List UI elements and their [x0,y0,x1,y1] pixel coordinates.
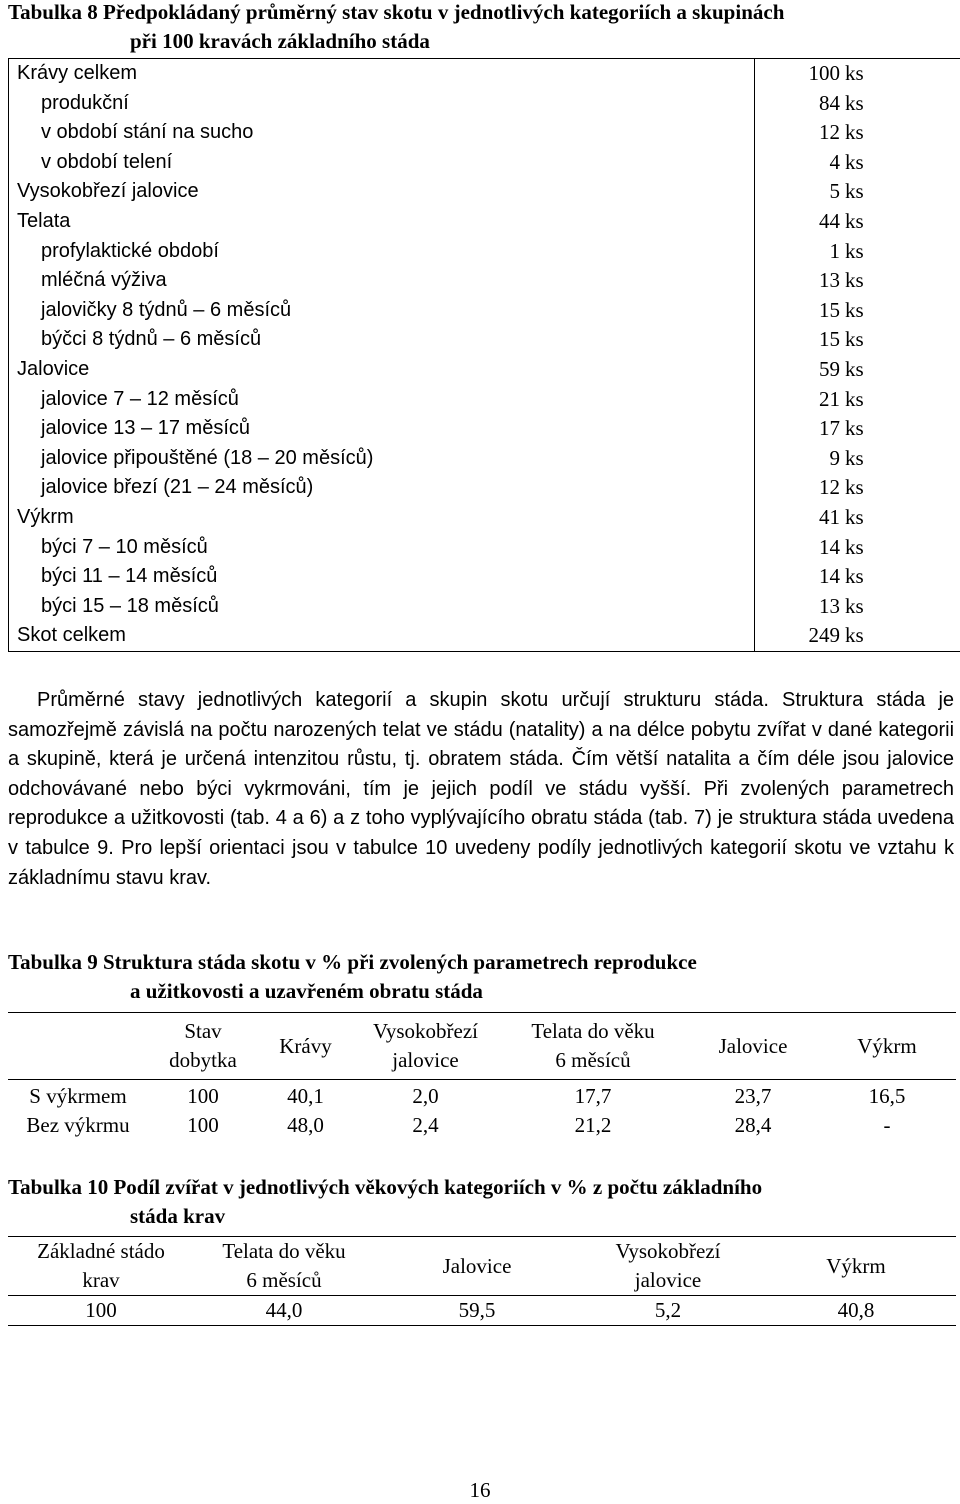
table9-header-line1: Krávy [279,1033,332,1058]
table10-header-line2: krav [82,1268,120,1292]
table9-header-line1: Vysokobřezí [373,1019,478,1043]
table8-value-unit: ks [845,61,864,85]
table10-cell: 44,0 [265,1298,303,1322]
body-paragraph [8,686,954,893]
table9-row-label: S výkrmem [29,1084,127,1108]
table9-cell: 40,1 [287,1084,324,1108]
paragraph-line: vyplývajícího obratu stáda (tab. 7) je struktura stáda uvedena v tabulce 9. Pro lepší orientaci [8,807,955,859]
table9-header-line1: Telata do věku [531,1019,655,1043]
table9-row-label: Bez výkrmu [26,1113,130,1137]
table8-row-label: Jalovice [17,357,90,380]
table8-row-value [755,621,960,651]
table8-row-label: v období stání na sucho [41,121,254,144]
table9-header-line1: Stav [184,1019,222,1043]
table9-header-line2: dobytka [169,1048,237,1072]
table8-row-label: Skot celkem [17,624,126,647]
table8-row-value [755,266,960,296]
table8 [8,58,960,652]
table9-header-cell [8,1013,148,1080]
table8-value-number: 13 [819,593,840,618]
table8-value-number: 5 [829,179,840,204]
table8-row-label: jalovice 7 – 12 měsíců [41,387,239,410]
table8-value-number: 84 [819,90,840,115]
page-number: 16 [469,1478,491,1502]
table8-row-label: Telata [17,209,71,232]
table8-row-value [755,148,960,178]
table9-header-cell [498,1013,688,1080]
table8-row-value [755,473,960,503]
table8-value-unit: ks [845,90,864,115]
table8-row-label: býci 15 – 18 měsíců [41,594,219,617]
table8-row-label: býčci 8 týdnů – 6 měsíců [41,328,262,351]
paragraph-line: je samozřejmě závislá na počtu narozených telat ve stádu (natality) a na délce pobytu zvířat [8,689,955,741]
table9-cell: 21,2 [574,1113,612,1137]
table9-header-cell [258,1013,353,1080]
table8-value-unit: ks [845,564,864,589]
table8-row [9,59,960,652]
table8-row-value [755,562,960,592]
table10-header-row [8,1237,956,1296]
table10-header-cell [580,1237,756,1296]
table10-header-line1: Jalovice [442,1253,512,1278]
table8-row-value [755,592,960,622]
table8-value-unit: ks [845,356,864,381]
table8-value-number: 21 [819,386,840,411]
paragraph-line: Průměrné stavy jednotlivých kategorií a skupin skotu určují strukturu stáda. Struktura stáda [37,689,926,711]
table8-row-label: býci 7 – 10 měsíců [41,535,208,558]
table10-header-cell [8,1237,194,1296]
table9-cell: 48,0 [287,1113,324,1137]
table9-cell: 17,7 [574,1084,612,1108]
table10-header-cell [194,1237,374,1296]
table8-value-number: 14 [819,534,840,559]
table8-value-unit: ks [845,504,864,529]
table8-value-number: 12 [819,120,840,145]
table8-value-unit: ks [845,534,864,559]
table9-cell: 23,7 [734,1084,772,1108]
table9-cell: - [883,1113,891,1137]
table8-row-label: jalovičky 8 týdnů – 6 měsíců [41,298,292,321]
table8-value-unit: ks [845,149,864,174]
table8-value-number: 15 [819,297,840,322]
table8-value-unit: ks [845,475,864,500]
table9-header-line1: Jalovice [718,1033,788,1058]
table8-value-number: 14 [819,564,840,589]
table8-row-value [755,444,960,474]
table8-value-unit: ks [845,416,864,441]
table8-labels-column [9,59,755,652]
table9-caption-line2: a užitkovosti a uzavřeném obratu stáda [130,979,483,1003]
table8-value-unit: ks [845,593,864,618]
table10-header-line1: Telata do věku [222,1239,346,1263]
paragraph-line: jsou v tabulce 10 uvedeny podíly jednotlivých kategorií skotu ve vztahu k základnímu stavu [8,836,954,889]
table9 [8,1012,956,1140]
table8-row-label: mléčná výživa [41,269,167,292]
table9-header-cell [148,1013,258,1080]
table8-row-label: býci 11 – 14 měsíců [41,565,218,588]
table8-value-number: 44 [819,208,840,233]
table8-row-label: jalovice březí (21 – 24 měsíců) [41,476,314,499]
table9-caption [8,948,697,1006]
table8-value-number: 100 [808,61,840,85]
table10-cell: 59,5 [458,1298,496,1322]
table9-cell: 16,5 [868,1084,906,1108]
table8-value-number: 249 [808,623,840,648]
table10-cell: 100 [85,1298,117,1322]
table8-value-number: 13 [819,268,840,293]
table9-header-cell [818,1013,956,1080]
table10-data-row [8,1296,956,1326]
table8-row-value [755,237,960,267]
table8-value-number: 9 [829,445,840,470]
paragraph-line: krav. [169,866,212,889]
table8-value-unit: ks [845,179,864,204]
table10-cell: 40,8 [837,1298,875,1322]
table8-caption [8,0,784,56]
table8-row-label: v období telení [41,150,173,173]
table8-row-label: Výkrm [17,505,74,528]
table10-header-line1: Výkrm [826,1253,886,1278]
table8-row-label: jalovice 13 – 17 měsíců [41,417,251,440]
table8-value-unit: ks [845,120,864,145]
table9-cell: 2,0 [412,1084,439,1108]
table8-value-number: 1 [829,238,840,263]
table9-row [8,1080,956,1112]
table8-row-value [755,533,960,563]
table8-value-number: 12 [819,475,840,500]
table8-value-number: 17 [819,416,840,441]
table8-values-column [755,59,960,652]
table8-caption-line2: při 100 kravách základního stáda [130,29,430,53]
table8-row-label: profylaktické období [41,239,219,262]
table8-row-value [755,325,960,355]
table10-caption-line1: Tabulka 10 Podíl zvířat v jednotlivých věkových kategoriích v % z počtu základního [8,1175,763,1199]
table9-cell: 100 [187,1113,219,1137]
table10 [8,1236,956,1326]
table8-row-value [755,207,960,237]
table10-header-line1: Vysokobřezí [615,1239,721,1263]
table8-row-value [755,414,960,444]
table8-row-value [755,296,960,326]
table10-header-line2: 6 měsíců [246,1268,322,1292]
table8-row-value [755,59,960,89]
table9-row [8,1111,956,1140]
table9-header-cell [353,1013,498,1080]
paragraph-line: v dané kategorii a skupině, která je určená intenzitou růstu, tj. obratem stáda. Čím větší [8,718,955,771]
table10-cell: 5,2 [654,1298,682,1322]
table8-row-value [755,118,960,148]
paragraph-line: stádu vyšší. Při zvolených parametrech reprodukce a užitkovosti (tab. 4 a 6) a z toho [8,777,955,830]
table9-cell: 100 [187,1084,219,1108]
table8-value-unit: ks [845,297,864,322]
table8-row-value [755,89,960,119]
table9-cell: 2,4 [412,1113,439,1137]
table8-row-value [755,385,960,415]
table9-header-row [8,1013,956,1080]
table8-value-unit: ks [845,327,864,352]
table9-cell: 28,4 [734,1113,772,1137]
table9-header-cell [688,1013,818,1080]
table8-value-unit: ks [845,386,864,411]
table8-value-number: 41 [819,504,840,529]
table9-header-line1: Výkrm [857,1033,917,1058]
table8-value-unit: ks [845,445,864,470]
table8-value-unit: ks [845,238,864,263]
table9-caption-line1: Tabulka 9 Struktura stáda skotu v % při zvolených parametrech reprodukce [8,950,697,974]
table9-header-line2: 6 měsíců [555,1048,631,1072]
table8-value-unit: ks [845,623,864,648]
paragraph-line: natalita a čím déle jsou jalovice odchovávané nebo býci vykrmováni, tím je jejich podíl ve [8,748,954,800]
table9-header-line2: jalovice [392,1048,459,1072]
table8-row-label: Vysokobřezí jalovice [17,180,199,203]
table8-value-number: 4 [829,149,840,174]
table8-row-label: Krávy celkem [17,62,138,84]
table8-caption-line1: Tabulka 8 Předpokládaný průměrný stav skotu v jednotlivých kategoriích a skupinách [8,0,785,24]
table10-header-cell [374,1237,580,1296]
table10-caption-line2: stáda krav [130,1204,226,1228]
table8-row-label: produkční [41,91,129,114]
table10-header-cell [756,1237,956,1296]
table8-value-number: 15 [819,327,840,352]
table8-row-value [755,355,960,385]
table8-row-label: jalovice připouštěné (18 – 20 měsíců) [41,446,374,469]
table8-value-number: 59 [819,356,840,381]
table8-value-unit: ks [845,268,864,293]
table8-value-unit: ks [845,208,864,233]
table8-row-value [755,177,960,207]
table8-row-value [755,503,960,533]
table10-header-line2: jalovice [634,1268,702,1292]
table10-caption [8,1173,762,1231]
table10-header-line1: Základné stádo [37,1239,165,1263]
